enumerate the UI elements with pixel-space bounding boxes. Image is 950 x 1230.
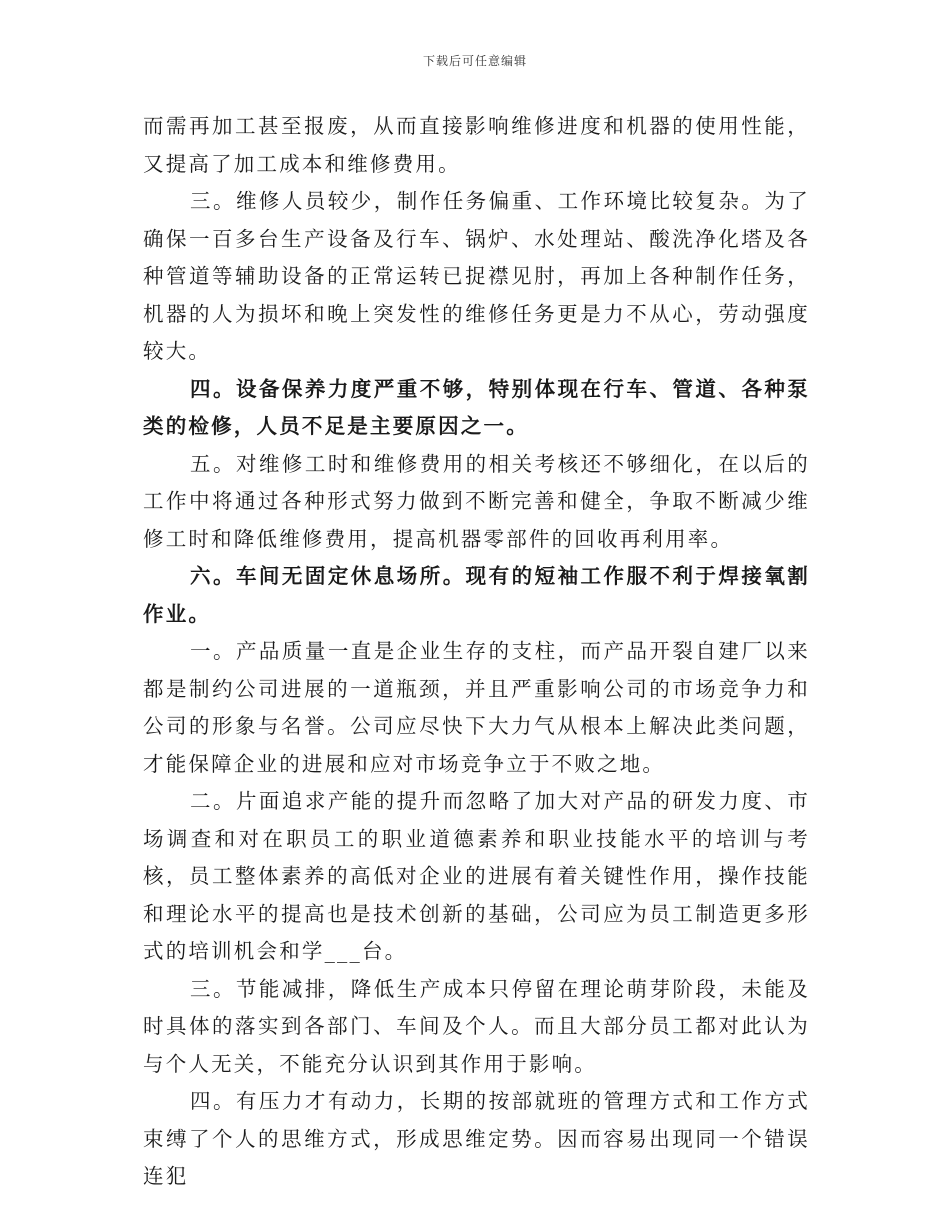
paragraph-item-3-staffing: 三。维修人员较少，制作任务偏重、工作环境比较复杂。为了确保一百多台生产设备及行车、锅炉、水处理站、酸洗净化塔及各种管道等辅助设备的正常运转已捉襟见肘，再加上各种制作任务，机器的人为损坏和晚上突发性的维修任务更是力不从心，劳动强度较大。	[143, 189, 810, 363]
paragraph-item-4-maintenance: 四。设备保养力度严重不够，特别体现在行车、管道、各种泵类的检修，人员不足是主要原因之一。	[143, 376, 810, 438]
page-header: 下载后可任意编辑	[422, 54, 527, 68]
paragraph-point-3-energy: 三。节能减排，降低生产成本只停留在理论萌芽阶段，未能及时具体的落实到各部门、车间及个人。而且大部分员工都对此认为与个人无关，不能充分认识到其作用于影响。	[143, 976, 810, 1076]
paragraph-item-5-assessment: 五。对维修工时和维修费用的相关考核还不够细化，在以后的工作中将通过各种形式努力做到不断完善和健全，争取不断减少维修工时和降低维修费用，提高机器零部件的回收再利用率。	[143, 451, 810, 551]
paragraph-point-1-quality: 一。产品质量一直是企业生存的支柱，而产品开裂自建厂以来都是制约公司进展的一道瓶颈，并且严重影响公司的市场竞争力和公司的形象与名誉。公司应尽快下大力气从根本上解决此类问题，才能保障企业的进展和应对市场竞争立于不败之地。	[143, 639, 810, 776]
paragraph-continuation: 而需再加工甚至报废，从而直接影响维修进度和机器的使用性能，又提高了加工成本和维修费用。	[143, 114, 810, 176]
paragraph-item-6-rest-area: 六。车间无固定休息场所。现有的短袖工作服不利于焊接氧割作业。	[143, 564, 810, 626]
paragraph-point-4-pressure: 四。有压力才有动力，长期的按部就班的管理方式和工作方式束缚了个人的思维方式，形成思维定势。因而容易出现同一个错误连犯	[143, 1089, 810, 1188]
paragraph-point-2-training: 二。片面追求产能的提升而忽略了加大对产品的研发力度、市场调查和对在职员工的职业道德素养和职业技能水平的培训与考核，员工整体素养的高低对企业的进展有着关键性作用，操作技能和理论水平的提高也是技术创新的基础，公司应为员工制造更多形式的培训机会和学___台。	[143, 789, 810, 963]
document-body	[143, 108, 810, 1196]
